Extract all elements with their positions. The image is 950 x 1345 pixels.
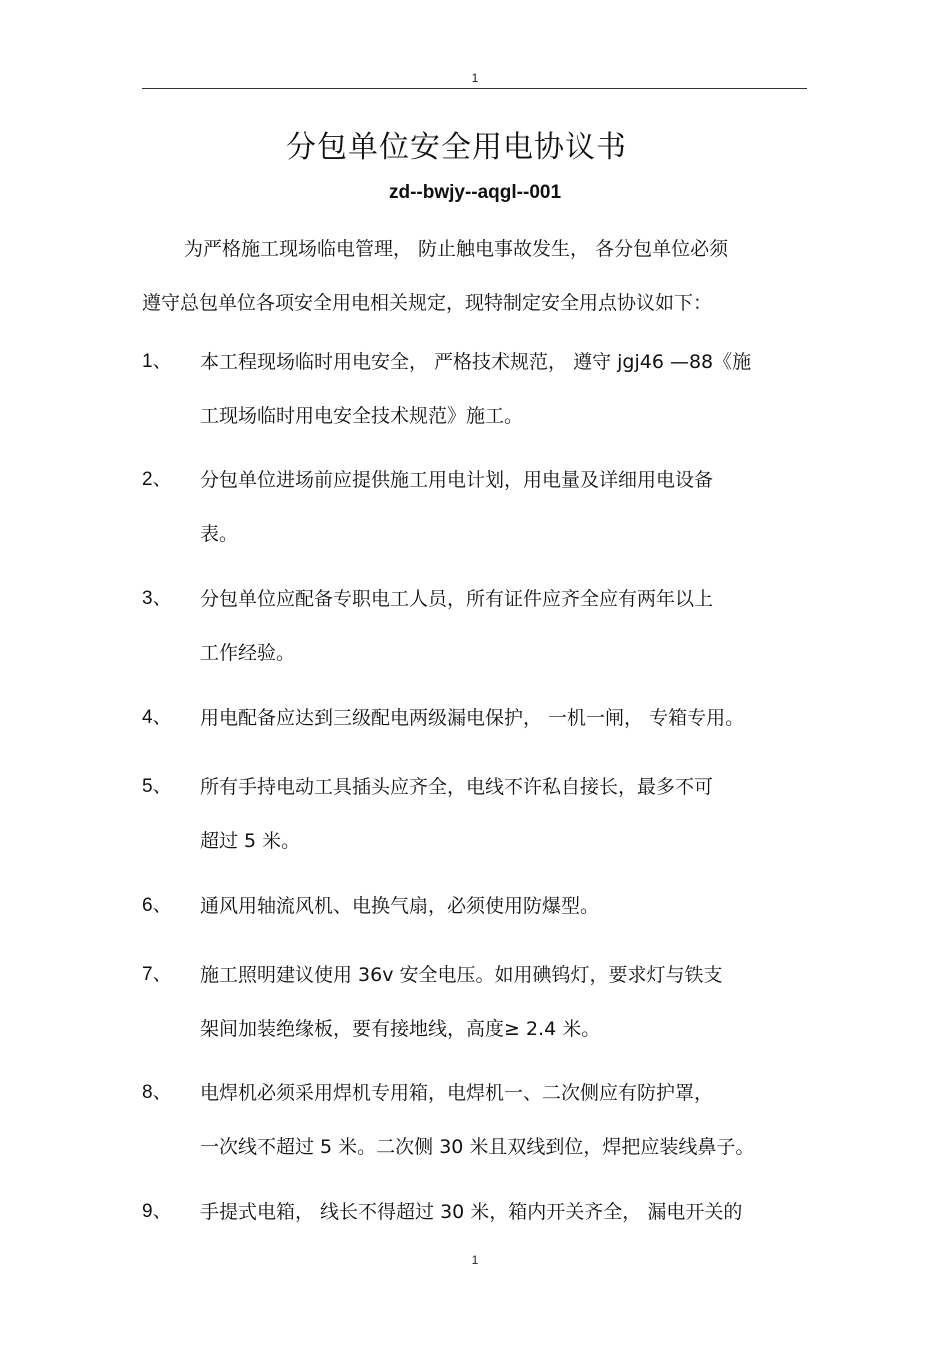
clause-line-1: 电焊机必须采用焊机专用箱，电焊机一、二次侧应有防护罩， — [200, 1082, 714, 1104]
document-title: 分包单位安全用电协议书 — [286, 130, 627, 165]
document-code: zd--bwjy--aqgl--001 — [388, 182, 562, 203]
clause-item — [142, 335, 812, 443]
clause-item — [142, 1066, 812, 1174]
clause-line-1: 分包单位进场前应提供施工用电计划，用电量及详细用电设备 — [200, 469, 714, 491]
clause-item — [142, 879, 812, 933]
clause-line-1: 用电配备应达到三级配电两级漏电保护， 一机一闸， 专箱专用。 — [200, 707, 745, 729]
clause-line-1: 所有手持电动工具插头应齐全，电线不许私自接长，最多不可 — [200, 776, 714, 798]
clause-number: 3、 — [142, 588, 172, 609]
clause-item — [142, 691, 812, 745]
clause-number: 4、 — [142, 707, 172, 728]
clause-line-1: 分包单位应配备专职电工人员，所有证件应齐全应有两年以上 — [200, 588, 714, 610]
clause-item — [142, 453, 812, 561]
intro-paragraph — [142, 222, 807, 330]
clause-line-2: 工作经验。 — [200, 642, 296, 664]
clause-line-1: 本工程现场临时用电安全， 严格技术规范， 遵守 jgj46 —88《施 — [200, 351, 752, 373]
clause-line-2: 架间加装绝缘板，要有接地线，高度≥ 2.4 米。 — [200, 1018, 601, 1040]
intro-line-2: 遵守总包单位各项安全用电相关规定，现特制定安全用点协议如下： — [142, 292, 713, 314]
intro-line-1: 为严格施工现场临电管理， 防止触电事故发生， 各分包单位必须 — [184, 238, 729, 260]
clause-item — [142, 760, 812, 868]
clause-line-1: 通风用轴流风机、电换气扇，必须使用防爆型。 — [200, 895, 600, 917]
clause-number: 9、 — [142, 1201, 172, 1222]
clause-line-2: 超过 5 米。 — [200, 830, 301, 852]
clause-number: 2、 — [142, 469, 172, 490]
clause-item — [142, 1185, 812, 1239]
clause-number: 7、 — [142, 964, 172, 985]
clause-line-1: 手提式电箱， 线长不得超过 30 米，箱内开关齐全， 漏电开关的 — [200, 1201, 743, 1223]
clause-item — [142, 572, 812, 680]
clause-line-1: 施工照明建议使用 36v 安全电压。如用碘钨灯，要求灯与铁支 — [200, 964, 723, 986]
footer-page-number: 1 — [471, 1253, 479, 1267]
clause-item — [142, 948, 812, 1056]
clause-number: 5、 — [142, 776, 172, 797]
header-page-number: 1 — [471, 71, 479, 85]
clause-number: 6、 — [142, 895, 172, 916]
clause-line-2: 表。 — [200, 523, 239, 545]
clause-number: 1、 — [142, 351, 172, 372]
clause-line-2: 一次线不超过 5 米。二次侧 30 米且双线到位，焊把应装线鼻子。 — [200, 1136, 755, 1158]
header-rule — [142, 88, 807, 89]
clause-number: 8、 — [142, 1082, 172, 1103]
clause-line-2: 工现场临时用电安全技术规范》施工。 — [200, 405, 524, 427]
